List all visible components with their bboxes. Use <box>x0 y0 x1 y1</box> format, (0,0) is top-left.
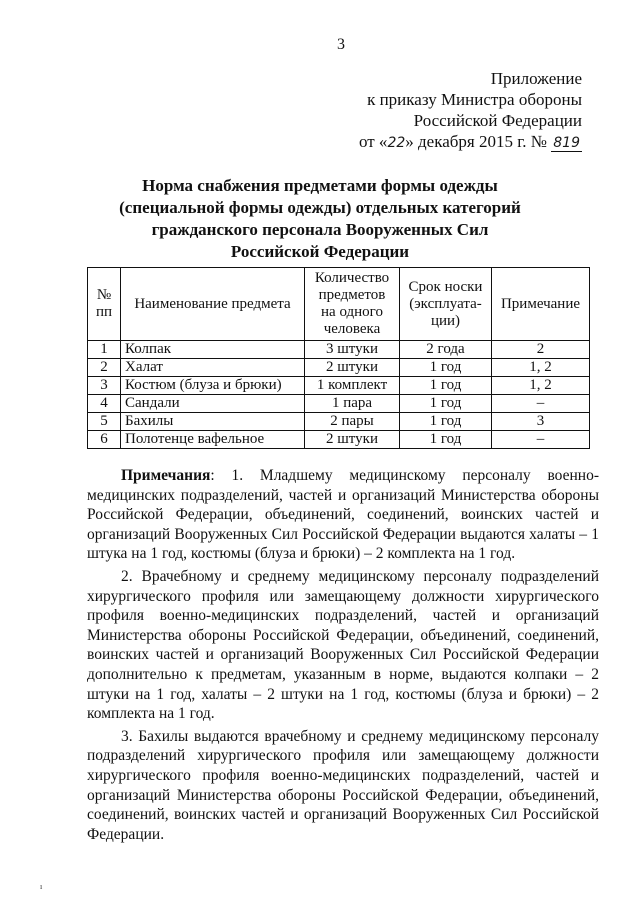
header-quantity: Количество предметов на одного человека <box>305 268 400 341</box>
cell-wear-period: 1 год <box>400 359 492 377</box>
cell-quantity: 2 штуки <box>305 431 400 449</box>
cell-number: 6 <box>88 431 121 449</box>
cell-item-name: Полотенце вафельное <box>121 431 305 449</box>
cell-quantity: 3 штуки <box>305 341 400 359</box>
cell-wear-period: 1 год <box>400 395 492 413</box>
cell-note: – <box>492 431 590 449</box>
title-line-4: Российской Федерации <box>230 242 410 261</box>
header-wear-period: Срок носки (эксплуата- ции) <box>400 268 492 341</box>
note-3: 3. Бахилы выдаются врачебному и среднему медицинскому персоналу подразделений хирургического профиля или замещающему должности хирургического профиля военно-медицинских подразделений, частей и организаций Министерства обороны Российской Федерации, объединений, соединений, воинских частей и организаций Вооруженных Сил Российской Федерации. <box>87 727 599 843</box>
table-row <box>88 413 590 431</box>
cell-item-name: Костюм (блуза и брюки) <box>121 377 305 395</box>
cell-item-name: Колпак <box>121 341 305 359</box>
title-line-2: (специальной формы одежды) отдельных категорий <box>119 198 521 217</box>
cell-quantity: 1 комплект <box>305 377 400 395</box>
table-row <box>88 431 590 449</box>
appendix-title: Приложение <box>490 69 582 88</box>
cell-number: 5 <box>88 413 121 431</box>
supply-norm-table <box>87 267 590 449</box>
note-1 <box>87 466 599 564</box>
page-number: 3 <box>337 36 345 53</box>
title-line-1: Норма снабжения предметами формы одежды <box>142 176 498 195</box>
table-row <box>88 395 590 413</box>
appendix-order-ref: к приказу Министра обороны <box>367 90 582 109</box>
cell-wear-period: 1 год <box>400 431 492 449</box>
title-line-3: гражданского персонала Вооруженных Сил <box>151 220 489 239</box>
page-mark: ı <box>40 882 43 891</box>
cell-quantity: 2 пары <box>305 413 400 431</box>
cell-item-name: Халат <box>121 359 305 377</box>
table-row <box>88 377 590 395</box>
cell-wear-period: 1 год <box>400 377 492 395</box>
table-header-row <box>88 268 590 341</box>
cell-note: 3 <box>492 413 590 431</box>
date-suffix: » декабря 2015 г. № <box>405 132 548 151</box>
cell-note: 1, 2 <box>492 377 590 395</box>
table-row <box>88 341 590 359</box>
appendix-date-line <box>282 131 582 154</box>
table-row <box>88 359 590 377</box>
appendix-country: Российской Федерации <box>413 111 582 130</box>
document-title <box>90 175 550 263</box>
header-number: № пп <box>88 268 121 341</box>
header-item-name: Наименование предмета <box>121 268 305 341</box>
cell-item-name: Бахилы <box>121 413 305 431</box>
cell-note: 1, 2 <box>492 359 590 377</box>
cell-number: 1 <box>88 341 121 359</box>
cell-item-name: Сандали <box>121 395 305 413</box>
date-prefix: от « <box>358 132 388 151</box>
note-1-text: : 1. Младшему медицинскому персоналу военно-медицинских подразделений, частей и организаций Министерства обороны Российской Федерации, объединений, соединений, воинских частей и организаций Вооруженных Сил Российской Федерации выдаются халаты – 1 штука на 1 год, костюмы (блуза и брюки) – 2 комплекта на 1 год. <box>87 467 599 563</box>
handwritten-day: 22 <box>387 135 406 151</box>
cell-note: 2 <box>492 341 590 359</box>
cell-number: 4 <box>88 395 121 413</box>
handwritten-order-number: 819 <box>553 135 580 151</box>
cell-quantity: 1 пара <box>305 395 400 413</box>
header-note: Примечание <box>492 268 590 341</box>
cell-wear-period: 2 года <box>400 341 492 359</box>
notes-label: Примечания <box>121 467 211 484</box>
cell-number: 2 <box>88 359 121 377</box>
cell-number: 3 <box>88 377 121 395</box>
note-2: 2. Врачебному и среднему медицинскому персоналу подразделений хирургического профиля или замещающему должности хирургического профиля военно-медицинских подразделений, частей и организаций Министерства обороны Российской Федерации, объединений, соединений, воинских частей и организаций Вооруженных Сил Российской Федерации дополнительно к предметам, указанным в норме, выдаются колпаки – 2 штуки на 1 год, халаты – 2 штуки на 1 год, костюмы (блуза и брюки) – 2 комплекта на 1 год. <box>87 567 599 723</box>
appendix-header <box>282 68 582 154</box>
cell-quantity: 2 штуки <box>305 359 400 377</box>
cell-note: – <box>492 395 590 413</box>
notes-section <box>87 466 599 847</box>
cell-wear-period: 1 год <box>400 413 492 431</box>
